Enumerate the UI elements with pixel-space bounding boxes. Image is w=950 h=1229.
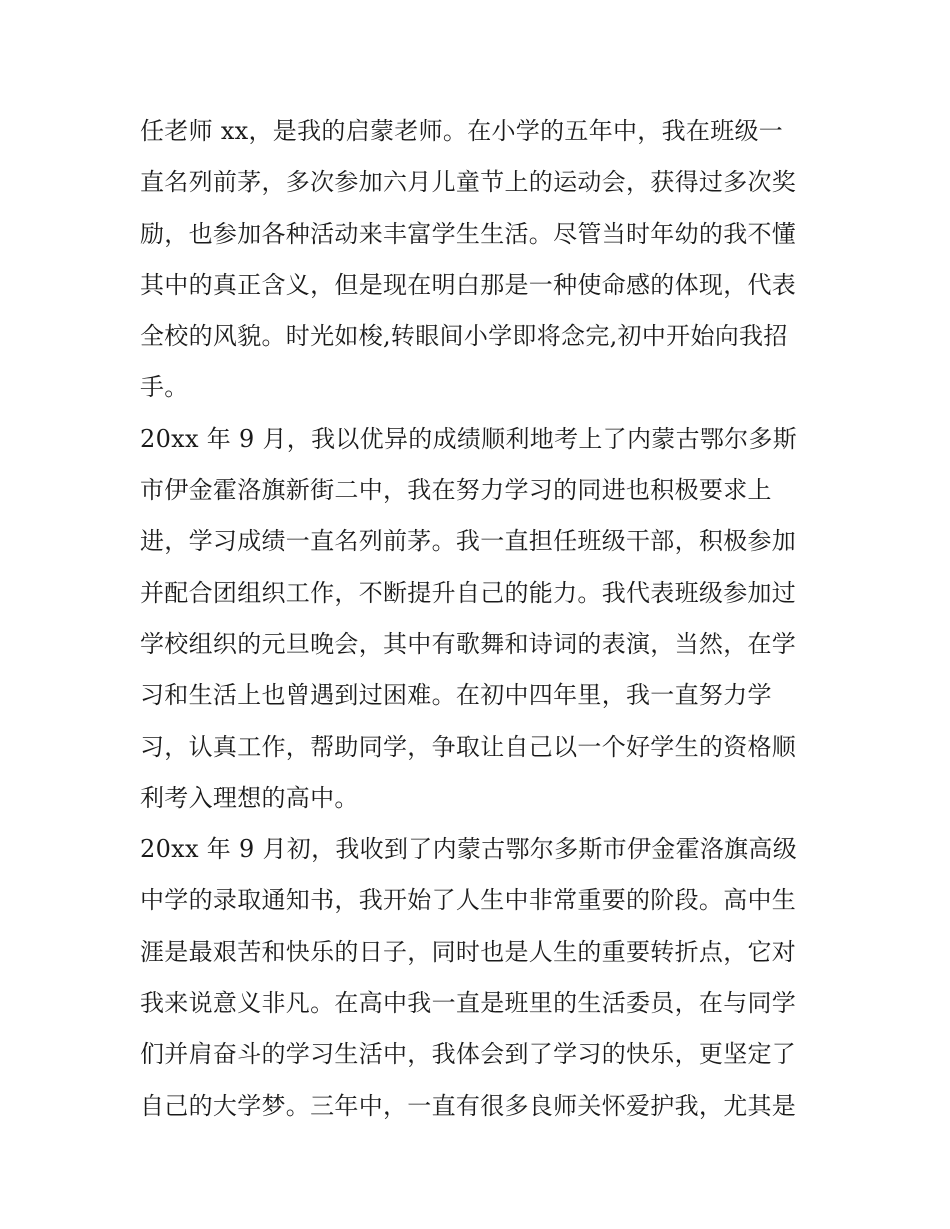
text-line: 利考入理想的高中。 [140, 783, 359, 812]
text-line: 习，认真工作，帮助同学，争取让自己以一个好学生的资格顺 [140, 732, 797, 761]
text-line: 习和生活上也曾遇到过困难。在初中四年里，我一直努力学 [140, 681, 772, 710]
text-line: 涯是最艰苦和快乐的日子，同时也是人生的重要转折点，它对 [140, 937, 797, 966]
text-line: 手。 [140, 373, 189, 402]
text-line: 20xx 年 9 月初，我收到了内蒙古鄂尔多斯市伊金霍洛旗高级 [140, 835, 798, 864]
text-line: 们并肩奋斗的学习生活中，我体会到了学习的快乐，更坚定了 [140, 1040, 797, 1069]
text-line: 我来说意义非凡。在高中我一直是班里的生活委员，在与同学 [140, 989, 797, 1018]
text-line: 任老师 xx，是我的启蒙老师。在小学的五年中，我在班级一 [140, 117, 784, 145]
text-line: 并配合团组织工作，不断提升自己的能力。我代表班级参加过 [140, 578, 797, 607]
text-line: 励，也参加各种活动来丰富学生生活。尽管当时年幼的我不懂 [140, 219, 797, 248]
text-line: 中学的录取通知书，我开始了人生中非常重要的阶段。高中生 [140, 886, 797, 915]
text-line: 20xx 年 9 月，我以优异的成绩顺利地考上了内蒙古鄂尔多斯 [140, 424, 798, 453]
body-text [140, 106, 820, 1132]
text-line: 其中的真正含义，但是现在明白那是一种使命感的体现，代表 [140, 270, 797, 299]
text-line: 进，学习成绩一直名列前茅。我一直担任班级干部，积极参加 [140, 527, 797, 556]
text-line: 自己的大学梦。三年中，一直有很多良师关怀爱护我，尤其是 [140, 1091, 797, 1120]
text-line: 全校的风貌。时光如梭,转眼间小学即将念完,初中开始向我招 [140, 322, 788, 351]
text-line: 直名列前茅，多次参加六月儿童节上的运动会，获得过多次奖 [140, 168, 797, 197]
text-line: 市伊金霍洛旗新街二中，我在努力学习的同进也积极要求上 [140, 476, 772, 505]
text-line: 学校组织的元旦晚会，其中有歌舞和诗词的表演，当然，在学 [140, 629, 797, 658]
